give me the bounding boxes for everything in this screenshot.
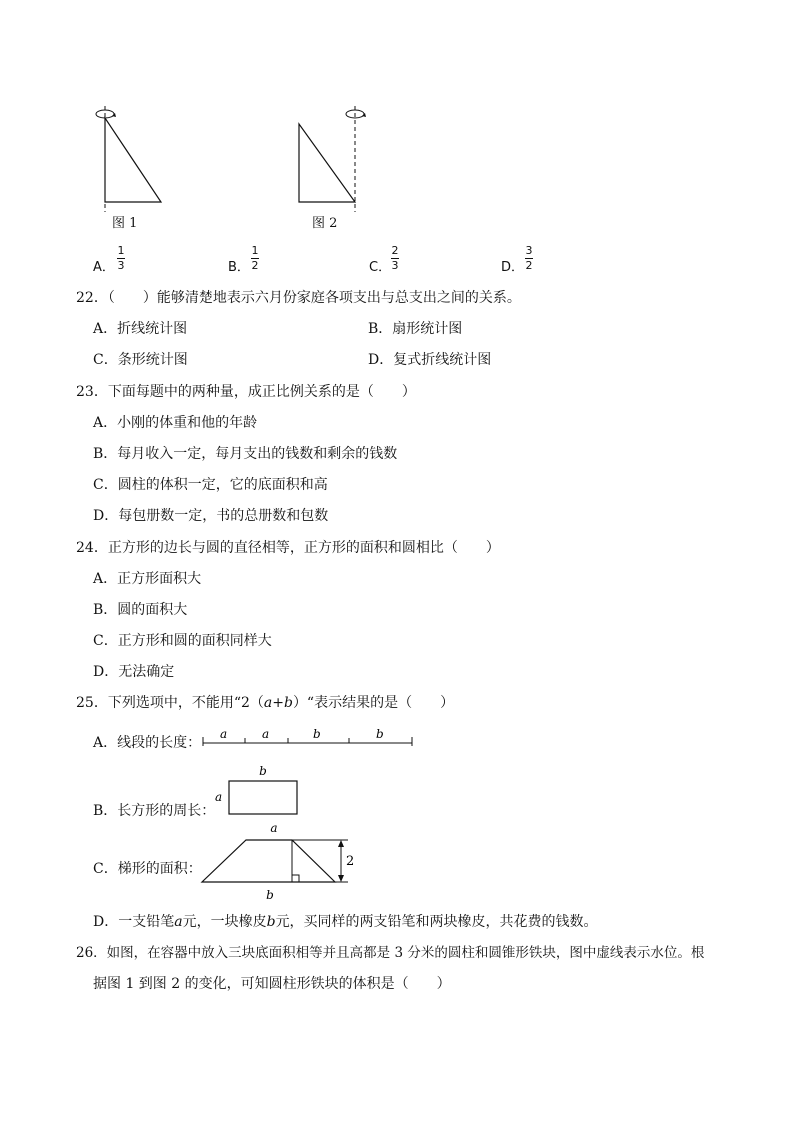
option-letter: D． xyxy=(501,260,525,275)
numerator: 3 xyxy=(525,244,533,257)
arrow-down-icon xyxy=(338,875,344,882)
stem-expression: a+b xyxy=(263,695,293,711)
variable-a: a xyxy=(174,914,183,930)
segment-figure xyxy=(200,726,416,748)
segment-label: b xyxy=(376,727,384,741)
q25-option-b[interactable]: B．长方形的周长： xyxy=(93,803,216,819)
q25-option-a[interactable]: A．线段的长度： xyxy=(93,735,202,751)
variable-b: b xyxy=(266,914,276,930)
fraction xyxy=(117,245,125,271)
q22-option-a[interactable]: A．折线统计图 xyxy=(93,321,188,337)
figure-2-label: 图 2 xyxy=(312,216,338,231)
question-26-line-1: 26．如图，在容器中放入三块底面积相等并且高都是 3 分米的圆柱和圆锥形铁块，图中虚线表示水位。根 xyxy=(76,945,705,961)
segment-label: a xyxy=(220,727,228,741)
denominator: 3 xyxy=(117,259,125,272)
q24-option-d[interactable]: D．无法确定 xyxy=(93,664,175,680)
question-24-stem: 24．正方形的边长与圆的直径相等，正方形的面积和圆相比（ ） xyxy=(76,540,500,556)
denominator: 2 xyxy=(251,259,259,272)
fraction xyxy=(391,245,399,271)
numerator: 2 xyxy=(391,244,399,257)
option-text: D．一支铅笔 xyxy=(93,914,175,930)
trapezoid-figure xyxy=(198,818,368,904)
option-text: 元，买同样的两支铅笔和两块橡皮，共花费的钱数。 xyxy=(275,914,598,930)
denominator: 2 xyxy=(525,259,533,272)
question-22-stem: 22．（ ）能够清楚地表示六月份家庭各项支出与总支出之间的关系。 xyxy=(76,290,521,306)
segment-label: b xyxy=(313,727,321,741)
q23-option-c[interactable]: C．圆柱的体积一定，它的底面积和高 xyxy=(93,477,328,493)
figure-1-label: 图 1 xyxy=(112,216,138,231)
q23-option-b[interactable]: B．每月收入一定，每月支出的钱数和剩余的钱数 xyxy=(93,446,398,462)
trapezoid-bottom-label: b xyxy=(266,888,274,902)
denominator: 3 xyxy=(391,259,399,272)
q23-option-d[interactable]: D．每包册数一定，书的总册数和包数 xyxy=(93,508,329,524)
segment-label: a xyxy=(262,727,270,741)
numerator: 1 xyxy=(117,244,125,257)
stem-text: ）“表示结果的是（ ） xyxy=(292,695,455,711)
option-letter: C． xyxy=(369,260,392,275)
rotation-figure-1 xyxy=(92,104,172,214)
arrow-up-icon xyxy=(338,840,344,847)
q25-option-c[interactable]: C．梯形的面积： xyxy=(93,861,202,877)
q22-option-c[interactable]: C．条形统计图 xyxy=(93,352,188,368)
rectangle-left-label: a xyxy=(215,790,223,804)
q22-option-d[interactable]: D．复式折线统计图 xyxy=(368,352,492,368)
q23-option-a[interactable]: A．小刚的体重和他的年龄 xyxy=(93,415,258,431)
q25-option-d[interactable] xyxy=(93,913,598,931)
trapezoid-top-label: a xyxy=(270,821,278,835)
q22-option-b[interactable]: B．扇形统计图 xyxy=(368,321,463,337)
option-text: 元，一块橡皮 xyxy=(182,914,267,930)
rectangle-figure xyxy=(210,760,305,818)
question-23-stem: 23．下面每题中的两种量，成正比例关系的是（ ） xyxy=(76,384,416,400)
question-25-stem xyxy=(76,694,454,712)
rectangle-top-label: b xyxy=(259,764,267,778)
q24-option-a[interactable]: A．正方形面积大 xyxy=(93,571,202,587)
fraction xyxy=(525,245,533,271)
q24-option-c[interactable]: C．正方形和圆的面积同样大 xyxy=(93,633,272,649)
fraction xyxy=(251,245,259,271)
rotation-figure-2 xyxy=(290,104,380,214)
question-26-line-2: 据图 1 到图 2 的变化，可知圆柱形铁块的体积是（ ） xyxy=(93,976,451,992)
numerator: 1 xyxy=(251,244,259,257)
option-letter: A． xyxy=(93,260,115,275)
option-letter: B． xyxy=(228,260,250,275)
stem-text: 25．下列选项中，不能用“2（ xyxy=(76,695,264,711)
q24-option-b[interactable]: B．圆的面积大 xyxy=(93,602,188,618)
trapezoid-height-label: 2 xyxy=(346,854,355,869)
